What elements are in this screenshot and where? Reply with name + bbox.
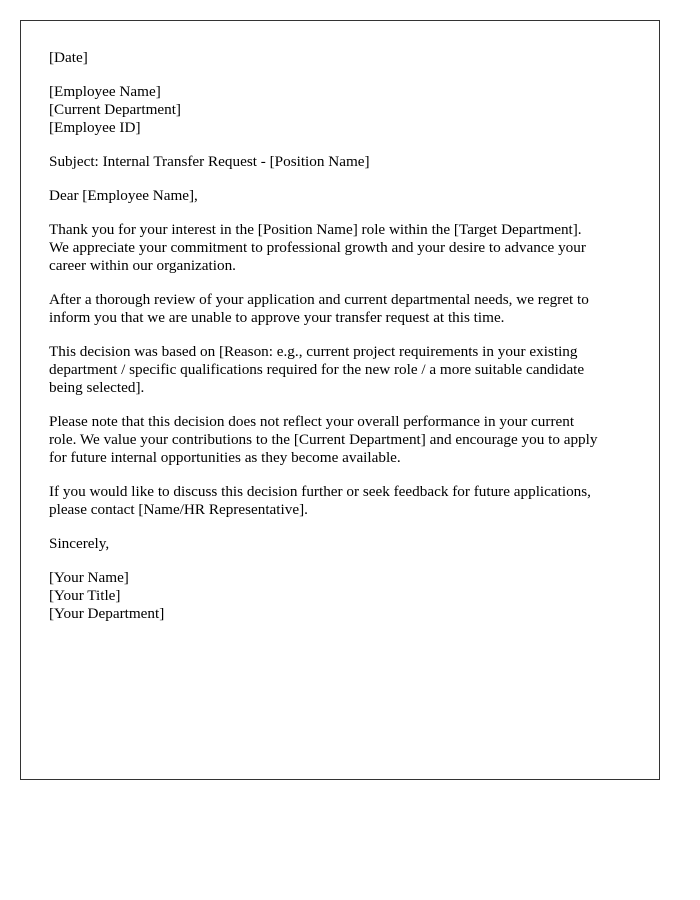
paragraph-line: After a thorough review of your application and current departmental needs, we regret to — [49, 291, 589, 308]
recipient-name: [Employee Name] — [49, 83, 161, 100]
paragraph-line: department / specific qualifications required for the new role / a more suitable candidate — [49, 361, 585, 378]
paragraph-line: Thank you for your interest in the [Position Name] role within the [Target Department]. — [49, 221, 582, 238]
paragraph-line: inform you that we are unable to approve your transfer request at this time. — [49, 309, 505, 326]
paragraph-line: We appreciate your commitment to professional growth and your desire to advance your — [49, 239, 586, 256]
letter-date: [Date] — [49, 49, 88, 66]
salutation-block — [49, 187, 631, 205]
recipient-block — [49, 83, 631, 137]
closing-block — [49, 535, 631, 553]
paragraph-contact — [49, 483, 631, 519]
recipient-department: [Current Department] — [49, 101, 181, 118]
paragraph-line: please contact [Name/HR Representative]. — [49, 501, 308, 518]
subject-block — [49, 153, 631, 171]
paragraph-decision — [49, 291, 631, 327]
signature-block — [49, 569, 631, 623]
closing: Sincerely, — [49, 535, 110, 552]
paragraph-note — [49, 413, 631, 467]
paragraph-reason — [49, 343, 631, 397]
signature-name: [Your Name] — [49, 569, 129, 586]
salutation: Dear [Employee Name], — [49, 187, 198, 204]
paragraph-line: role. We value your contributions to the [Current Department] and encourage you to apply — [49, 431, 598, 448]
date-block — [49, 49, 631, 67]
paragraph-line: If you would like to discuss this decision further or seek feedback for future applications, — [49, 483, 591, 500]
paragraph-line: career within our organization. — [49, 257, 236, 274]
paragraph-line: Please note that this decision does not reflect your overall performance in your current — [49, 413, 575, 430]
paragraph-line: This decision was based on [Reason: e.g., current project requirements in your existing — [49, 343, 578, 360]
paragraph-interest — [49, 221, 631, 275]
signature-title: [Your Title] — [49, 587, 121, 604]
recipient-id: [Employee ID] — [49, 119, 141, 136]
signature-department: [Your Department] — [49, 605, 165, 622]
paragraph-line: for future internal opportunities as they become available. — [49, 449, 401, 466]
subject-line: Subject: Internal Transfer Request - [Position Name] — [49, 153, 370, 170]
paragraph-line: being selected]. — [49, 379, 145, 396]
letter-page — [20, 20, 660, 780]
